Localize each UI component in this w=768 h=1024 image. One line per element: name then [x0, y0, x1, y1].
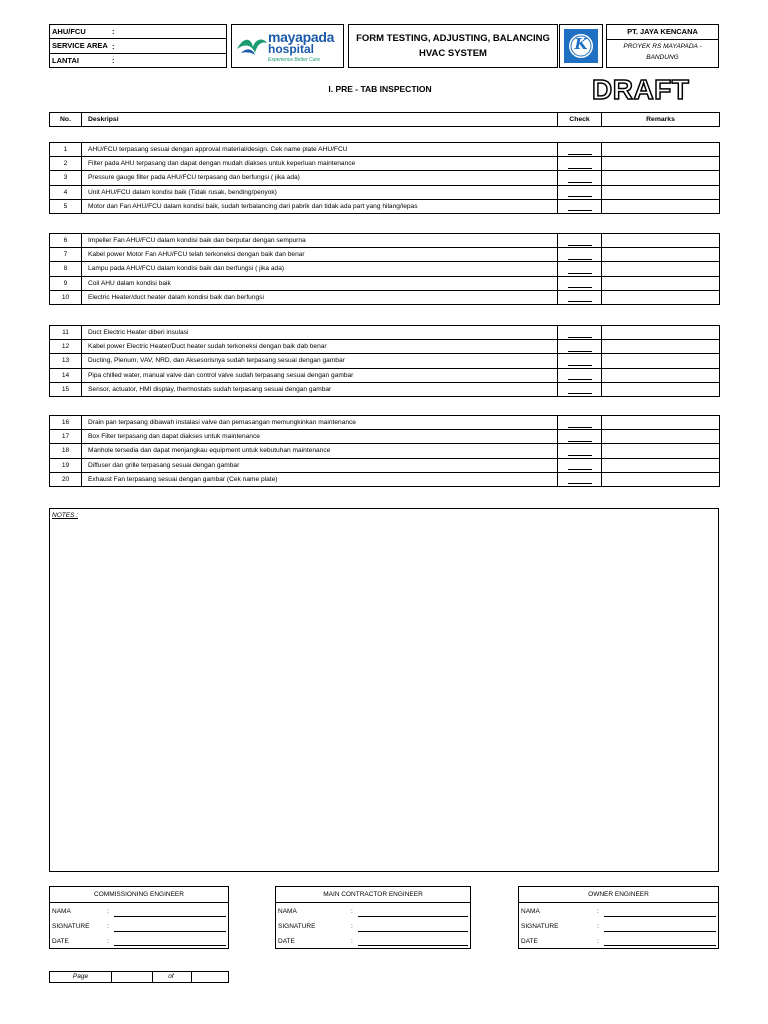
row-description: Box Filter terpasang dan dapat diakses untuk maintenance — [82, 430, 558, 444]
row-check-cell[interactable] — [558, 368, 602, 382]
row-remarks-cell[interactable] — [602, 458, 720, 472]
table-row — [50, 416, 720, 430]
check-line — [568, 328, 592, 338]
row-check-cell[interactable] — [558, 185, 602, 199]
row-remarks-cell[interactable] — [602, 234, 720, 248]
row-check-cell[interactable] — [558, 248, 602, 262]
table-row — [50, 143, 720, 157]
row-remarks-cell[interactable] — [602, 340, 720, 354]
row-number: 5 — [50, 199, 82, 213]
row-description: Pressure gauge filter pada AHU/FCU terpasang dan berfungsi ( jika ada) — [82, 171, 558, 185]
sig-block-commissioning — [49, 886, 229, 949]
row-description: AHU/FCU terpasang sesuai dengan approval material/design. Cek name plate AHU/FCU — [82, 143, 558, 157]
sig-colon: : — [351, 923, 353, 930]
row-description: Exhaust Fan terpasang sesuai dengan gambar (Cek name plate) — [82, 472, 558, 486]
row-remarks-cell[interactable] — [602, 262, 720, 276]
sig-nama-line[interactable] — [114, 916, 226, 917]
row-remarks-cell[interactable] — [602, 326, 720, 340]
row-description: Kabel power Electric Heater/Duct heater sudah terkoneksi dengan baik dab benar — [82, 340, 558, 354]
row-number: 16 — [50, 416, 82, 430]
check-line — [568, 446, 592, 456]
check-line — [568, 418, 592, 428]
check-line — [568, 384, 592, 394]
row-remarks-cell[interactable] — [602, 199, 720, 213]
sig-block-title: OWNER ENGINEER — [519, 887, 718, 903]
section-title: I. PRE - TAB INSPECTION — [328, 84, 432, 94]
row-description: Electric Heater/duct heater dalam kondisi baik dan berfungsi — [82, 290, 558, 304]
table-row — [50, 430, 720, 444]
sig-label-date: DATE — [52, 938, 69, 945]
row-check-cell[interactable] — [558, 143, 602, 157]
row-description: Kabel power Motor Fan AHU/FCU telah terkoneksi dengan baik dan benar — [82, 248, 558, 262]
table-row — [50, 157, 720, 171]
row-remarks-cell[interactable] — [602, 157, 720, 171]
project-line-2: BANDUNG — [646, 54, 679, 61]
sig-label-signature: SIGNATURE — [278, 923, 316, 930]
check-line — [568, 201, 592, 211]
header — [49, 24, 719, 68]
inspection-group — [49, 233, 720, 305]
check-line — [568, 236, 592, 246]
table-row — [50, 354, 720, 368]
row-number: 10 — [50, 290, 82, 304]
sig-label-signature: SIGNATURE — [521, 923, 559, 930]
table-row — [50, 290, 720, 304]
field-colon: : — [112, 56, 115, 65]
table-row — [50, 262, 720, 276]
sig-colon: : — [597, 938, 599, 945]
row-number: 3 — [50, 171, 82, 185]
table-row — [50, 326, 720, 340]
row-number: 1 — [50, 143, 82, 157]
row-check-cell[interactable] — [558, 171, 602, 185]
row-remarks-cell[interactable] — [602, 248, 720, 262]
row-number: 19 — [50, 458, 82, 472]
table-header-row — [50, 113, 720, 127]
check-line — [568, 278, 592, 288]
row-check-cell[interactable] — [558, 199, 602, 213]
sig-colon: : — [107, 938, 109, 945]
inspection-table-header — [49, 112, 720, 127]
notes-box[interactable] — [49, 508, 719, 872]
inspection-group — [49, 142, 720, 214]
row-description: Unit AHU/FCU dalam kondisi baik (Tidak rusak, bending/penyok) — [82, 185, 558, 199]
check-line — [568, 370, 592, 380]
row-check-cell[interactable] — [558, 382, 602, 396]
row-number: 9 — [50, 276, 82, 290]
row-remarks-cell[interactable] — [602, 368, 720, 382]
row-description: Manhole tersedia dan dapat menjangkau equipment untuk kebutuhan maintenance — [82, 444, 558, 458]
row-description: Coil AHU dalam kondisi baik — [82, 276, 558, 290]
col-header-no: No. — [50, 113, 82, 127]
row-check-cell[interactable] — [558, 326, 602, 340]
check-line — [568, 250, 592, 260]
row-remarks-cell[interactable] — [602, 430, 720, 444]
sig-label-date: DATE — [278, 938, 295, 945]
row-remarks-cell[interactable] — [602, 276, 720, 290]
row-check-cell[interactable] — [558, 354, 602, 368]
table-row — [50, 185, 720, 199]
row-check-cell[interactable] — [558, 340, 602, 354]
row-description: Drain pan terpasang dibawah instalasi valve dan pemasangan memungkinkan maintenance — [82, 416, 558, 430]
row-number: 13 — [50, 354, 82, 368]
row-remarks-cell[interactable] — [602, 185, 720, 199]
row-check-cell[interactable] — [558, 444, 602, 458]
field-ahu-fcu — [49, 24, 227, 39]
inspection-group — [49, 325, 720, 397]
row-number: 17 — [50, 430, 82, 444]
sig-block-title: COMMISSIONING ENGINEER — [50, 887, 228, 903]
notes-label: NOTES : — [52, 512, 79, 519]
check-line — [568, 460, 592, 470]
table-row — [50, 368, 720, 382]
page-total-box[interactable] — [191, 972, 231, 982]
field-label: SERVICE AREA — [52, 41, 108, 51]
row-number: 2 — [50, 157, 82, 171]
row-description: Duct Electric Heater diberi insulasi — [82, 326, 558, 340]
sig-signature-line[interactable] — [114, 931, 226, 932]
row-description: Diffuser dan grille terpasang sesuai dengan gambar — [82, 458, 558, 472]
sig-date-line[interactable] — [114, 945, 226, 946]
row-remarks-cell[interactable] — [602, 416, 720, 430]
page-number-box[interactable] — [111, 972, 153, 982]
sig-label-nama: NAMA — [278, 908, 297, 915]
check-line — [568, 356, 592, 366]
row-check-cell[interactable] — [558, 472, 602, 486]
field-colon: : — [112, 27, 115, 36]
table-row — [50, 458, 720, 472]
row-check-cell[interactable] — [558, 290, 602, 304]
form-title-line-2: HVAC SYSTEM — [419, 48, 487, 59]
form-title-cell — [348, 24, 558, 68]
page-label: Page — [72, 973, 89, 980]
check-line — [568, 432, 592, 442]
sig-label-nama: NAMA — [52, 908, 71, 915]
hospital-logo-cell — [231, 24, 344, 68]
row-remarks-cell[interactable] — [602, 472, 720, 486]
row-description: Pipa chilled water, manual valve dan control valve sudah terpasang sesuai dengan gambar — [82, 368, 558, 382]
row-number: 8 — [50, 262, 82, 276]
sig-label-nama: NAMA — [521, 908, 540, 915]
sig-signature-line[interactable] — [604, 931, 716, 932]
row-description: Lampu pada AHU/FCU dalam kondisi baik dan berfungsi ( jika ada) — [82, 262, 558, 276]
table-row — [50, 340, 720, 354]
field-colon: : — [112, 42, 115, 51]
col-header-check: Check — [558, 113, 602, 127]
row-description: Sensor, actuator, HMI display, thermostats sudah terpasang sesuai dengan gambar — [82, 382, 558, 396]
col-header-remarks: Remarks — [602, 113, 720, 127]
row-number: 20 — [50, 472, 82, 486]
row-check-cell[interactable] — [558, 234, 602, 248]
row-number: 15 — [50, 382, 82, 396]
check-line — [568, 474, 592, 484]
sig-colon: : — [351, 938, 353, 945]
row-remarks-cell[interactable] — [602, 444, 720, 458]
of-label: of — [168, 973, 174, 980]
row-description: Motor dan Fan AHU/FCU dalam kondisi baik, sudah terbalancing dari pabrik dan tidak ada part yang hilang/lepas — [82, 199, 558, 213]
row-number: 12 — [50, 340, 82, 354]
sig-signature-line[interactable] — [358, 931, 468, 932]
sig-date-line[interactable] — [604, 945, 716, 946]
sig-block-main-contractor — [275, 886, 471, 949]
table-row — [50, 276, 720, 290]
table-row — [50, 171, 720, 185]
table-row — [50, 248, 720, 262]
row-description: Ducting, Plenum, VAV, NRD, dan Aksesorisnya sudah terpasang sesuai dengan gambar — [82, 354, 558, 368]
row-check-cell[interactable] — [558, 416, 602, 430]
sig-block-owner — [518, 886, 719, 949]
table-row — [50, 382, 720, 396]
row-remarks-cell[interactable] — [602, 171, 720, 185]
row-remarks-cell[interactable] — [602, 382, 720, 396]
check-line — [568, 187, 592, 197]
sig-colon: : — [107, 923, 109, 930]
row-description: Filter pada AHU terpasang dan dapat dengan mudah diakses untuk keperluan maintenance — [82, 157, 558, 171]
sig-nama-line[interactable] — [604, 916, 716, 917]
table-row — [50, 472, 720, 486]
row-remarks-cell[interactable] — [602, 290, 720, 304]
row-check-cell[interactable] — [558, 458, 602, 472]
row-number: 6 — [50, 234, 82, 248]
page-footer — [49, 971, 229, 983]
hospital-tagline: Experience Better Care — [268, 57, 320, 63]
row-check-cell[interactable] — [558, 157, 602, 171]
sig-colon: : — [107, 908, 109, 915]
check-line — [568, 264, 592, 274]
row-description: Impeller Fan AHU/FCU dalam kondisi baik dan berputar dengan sempurna — [82, 234, 558, 248]
field-lantai — [49, 53, 227, 68]
col-header-desc: Deskripsi — [82, 113, 558, 127]
check-line — [568, 342, 592, 352]
hospital-logo-icon — [235, 33, 269, 59]
inspection-group — [49, 415, 720, 487]
company-logo-cell — [559, 24, 603, 68]
row-check-cell[interactable] — [558, 276, 602, 290]
sig-colon: : — [597, 908, 599, 915]
sig-colon: : — [351, 908, 353, 915]
company-cell — [606, 24, 719, 68]
row-number: 18 — [50, 444, 82, 458]
row-number: 11 — [50, 326, 82, 340]
sig-block-title: MAIN CONTRACTOR ENGINEER — [276, 887, 470, 903]
check-line — [568, 292, 592, 302]
project-line-1: PROYEK RS MAYAPADA - — [623, 43, 702, 50]
sig-label-signature: SIGNATURE — [52, 923, 90, 930]
table-row — [50, 444, 720, 458]
check-line — [568, 173, 592, 183]
row-check-cell[interactable] — [558, 262, 602, 276]
row-check-cell[interactable] — [558, 430, 602, 444]
row-remarks-cell[interactable] — [602, 143, 720, 157]
field-label: AHU/FCU — [52, 26, 86, 36]
row-number: 4 — [50, 185, 82, 199]
table-row — [50, 199, 720, 213]
field-label: LANTAI — [52, 55, 79, 65]
field-service-area — [49, 38, 227, 54]
row-number: 14 — [50, 368, 82, 382]
draft-stamp: DRAFT — [592, 74, 690, 105]
sig-colon: : — [597, 923, 599, 930]
sig-label-date: DATE — [521, 938, 538, 945]
hospital-name-1: mayapada — [268, 29, 335, 45]
sig-date-line[interactable] — [358, 945, 468, 946]
table-row — [50, 234, 720, 248]
check-line — [568, 145, 592, 155]
company-name: PT. JAYA KENCANA — [607, 25, 718, 40]
sig-nama-line[interactable] — [358, 916, 468, 917]
form-title-line-1: FORM TESTING, ADJUSTING, BALANCING — [356, 33, 550, 44]
row-remarks-cell[interactable] — [602, 354, 720, 368]
row-number: 7 — [50, 248, 82, 262]
company-logo-letter: K — [574, 35, 588, 53]
hospital-name-2: hospital — [268, 42, 315, 56]
check-line — [568, 159, 592, 169]
